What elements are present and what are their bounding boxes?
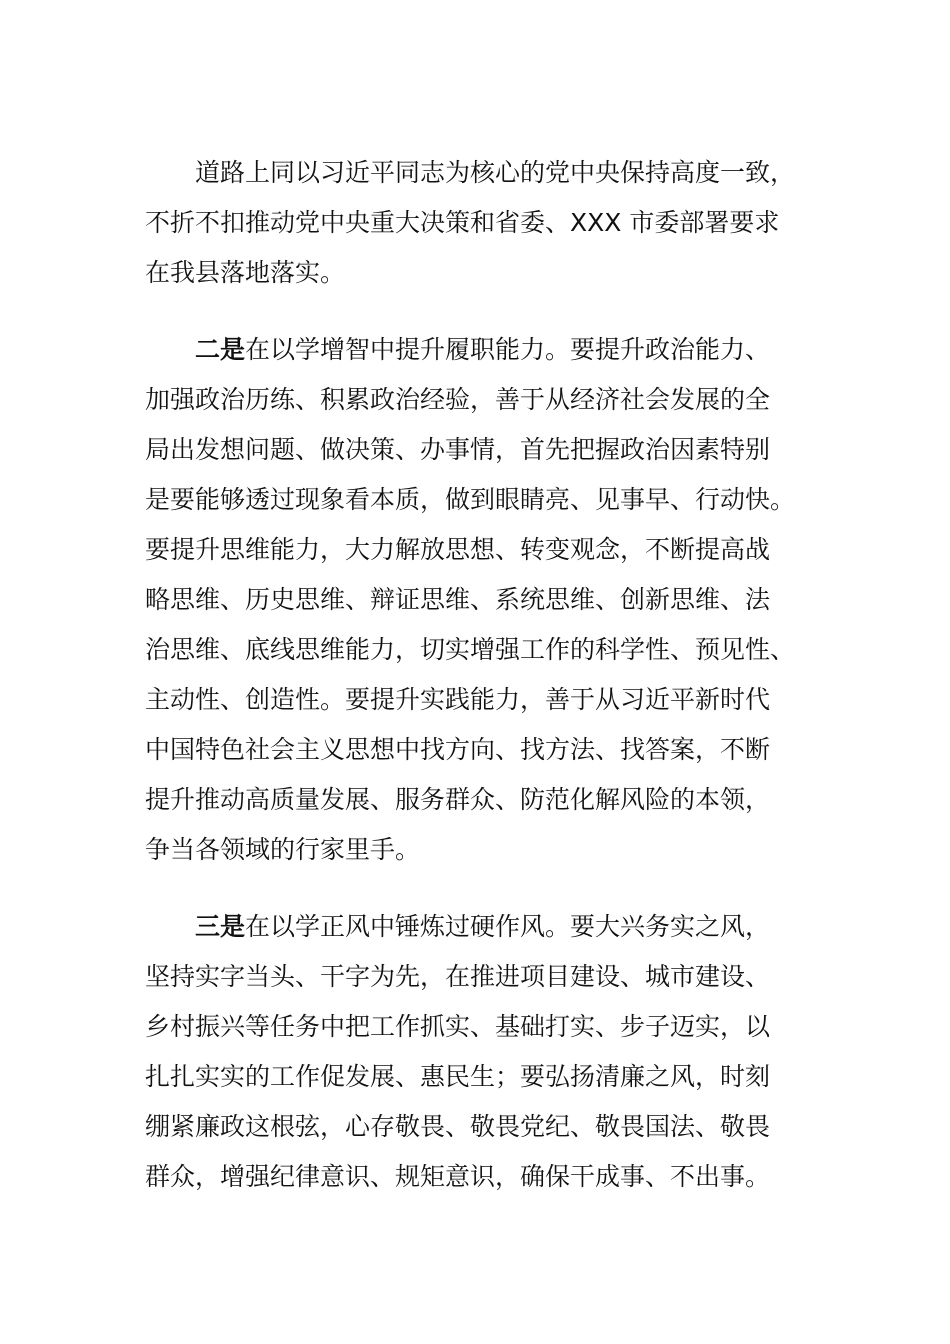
paragraph-lead: 二是 [195,335,246,364]
paragraph-point-two [145,325,815,875]
paragraph-text: 在以学增智中提升履职能力。要提升政治能力、 加强政治历练、积累政治经验，善于从经济社会发展的全 局出发想问题、做决策、办事情，首先把握政治因素特别 是要能够透过现象看本质，做到眼睛亮、见事早、行动快。 要提升思维能力，大力解放思想、转变观念，不断提高战 略思维、历史思维、辩证思维、系统思维、创新思维、法 治思维、底线思维能力，切实增强工作的科学性、预见性、 主动性、创造性。要提升实践能力，善于从习近平新时代 中国特色社会主义思想中找方向、找方法、找答案，不断 提升推动高质量发展、服务群众、防范化解风险的本领， 争当各领域的行家里手。 [145,335,796,864]
paragraph-text: 在以学正风中锤炼过硬作风。要大兴务实之风， 坚持实字当头、干字为先，在推进项目建设、城市建设、 乡村振兴等任务中把工作抓实、基础打实、步子迈实，以 扎扎实实的工作促发展、惠民生；要弘扬清廉之风，时刻 绷紧廉政这根弦，心存敬畏、敬畏党纪、敬畏国法、敬畏 群众，增强纪律意识、规矩意识，确保干成事、不出事。 [145,912,771,1191]
paragraph-continued [145,148,815,298]
paragraph-text: 道路上同以习近平同志为核心的党中央保持高度一致， 不折不扣推动党中央重大决策和省委、XXX 市委部署要求 在我县落地落实。 [145,158,796,287]
document-body [145,148,815,1202]
paragraph-lead: 三是 [195,912,246,941]
paragraph-point-three [145,902,815,1202]
